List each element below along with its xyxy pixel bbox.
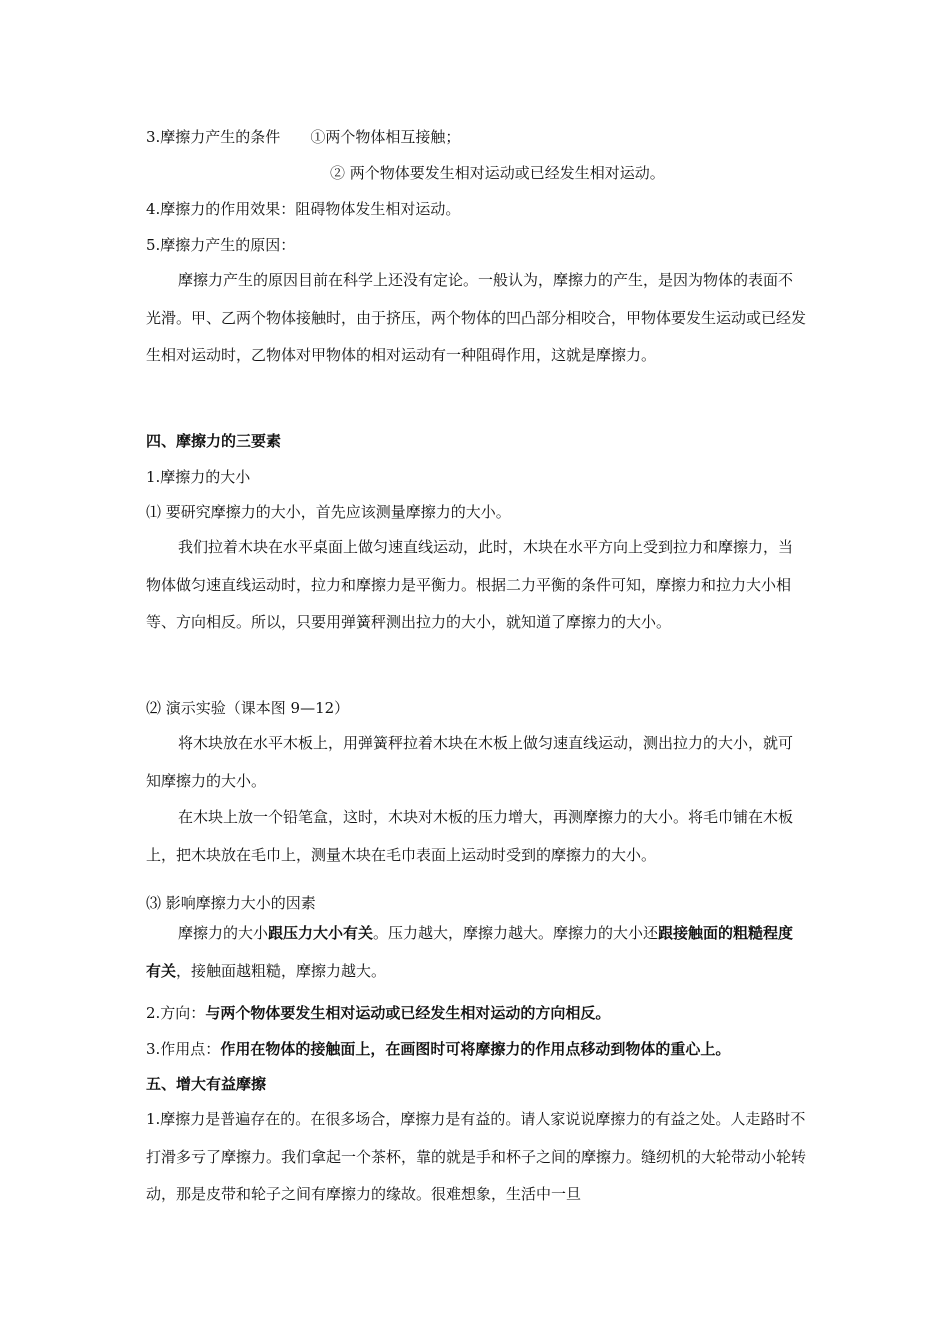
factors-text-1: 摩擦力的大小 <box>178 924 269 942</box>
factors-bold-2: 跟接触面的粗糙程度有关 <box>146 924 794 980</box>
application-point-line <box>146 1039 730 1059</box>
factors-text-3: ，接触面越粗糙，摩擦力越大。 <box>176 961 387 980</box>
useful-friction-paragraph: 1.摩擦力是普遍存在的。在很多场合，摩擦力是有益的。请人家说说摩擦力的有益之处。人走路时不打滑多亏了摩擦力。我们拿起一个茶杯，靠的就是手和杯子之间的摩擦力。缝纫机的大轮带动小轮转动，那是皮带和轮子之间有摩擦力的缘故。很难想象，生活中一旦 <box>146 1110 807 1203</box>
demo-paragraph-2: 在木块上放一个铅笔盒，这时，木块对木板的压力增大，再测摩擦力的大小。将毛巾铺在木板上，把木块放在毛巾上，测量木块在毛巾表面上运动时受到的摩擦力的大小。 <box>146 808 794 864</box>
cause-paragraph: 摩擦力产生的原因目前在科学上还没有定论。一般认为，摩擦力的产生，是因为物体的表面不光滑。甲、乙两个物体接触时，由于挤压，两个物体的凹凸部分相咬合，甲物体要发生运动或已经发生相对运动时，乙物体对甲物体的相对运动有一种阻碍作用，这就是摩擦力。 <box>146 271 807 364</box>
application-point-text: 作用在物体的接触面上，在画图时可将摩擦力的作用点移动到物体的重心上。 <box>220 1040 731 1058</box>
condition-line-1: 3.摩擦力产生的条件 ①两个物体相互接触； <box>146 128 461 146</box>
sub-heading-1: ⑴ 要研究摩擦力的大小，首先应该测量摩擦力的大小。 <box>146 503 511 521</box>
cause-heading: 5.摩擦力产生的原因： <box>146 236 296 254</box>
direction-line <box>146 1003 610 1023</box>
application-point-label: 3.作用点： <box>146 1040 221 1058</box>
demo-paragraph-1: 将木块放在水平木板上，用弹簧秤拉着木块在木板上做匀速直线运动，测出拉力的大小，就可知摩擦力的大小。 <box>146 734 794 790</box>
factors-bold-1: 跟压力大小有关 <box>268 924 374 942</box>
size-heading: 1.摩擦力的大小 <box>146 468 251 486</box>
section-five-heading: 五、增大有益摩擦 <box>146 1075 267 1093</box>
direction-label: 2.方向： <box>146 1004 206 1022</box>
measure-paragraph: 我们拉着木块在水平桌面上做匀速直线运动，此时，木块在水平方向上受到拉力和摩擦力，当物体做匀速直线运动时，拉力和摩擦力是平衡力。根据二力平衡的条件可知，摩擦力和拉力大小相等、方向相反。所以，只要用弹簧秤测出拉力的大小，就知道了摩擦力的大小。 <box>146 538 794 631</box>
condition-line-2: ② 两个物体要发生相对运动或已经发生相对运动。 <box>330 164 665 182</box>
direction-text: 与两个物体要发生相对运动或已经发生相对运动的方向相反。 <box>205 1004 611 1022</box>
factors-text-2: 。压力越大，摩擦力越大。摩擦力的大小还 <box>373 924 659 942</box>
effect-line: 4.摩擦力的作用效果：阻碍物体发生相对运动。 <box>146 200 461 218</box>
section-four-heading: 四、摩擦力的三要素 <box>146 432 282 450</box>
sub-heading-3: ⑶ 影响摩擦力大小的因素 <box>146 894 316 912</box>
factors-paragraph <box>146 915 806 990</box>
sub-heading-2: ⑵ 演示实验（课本图 9—12） <box>146 699 350 717</box>
